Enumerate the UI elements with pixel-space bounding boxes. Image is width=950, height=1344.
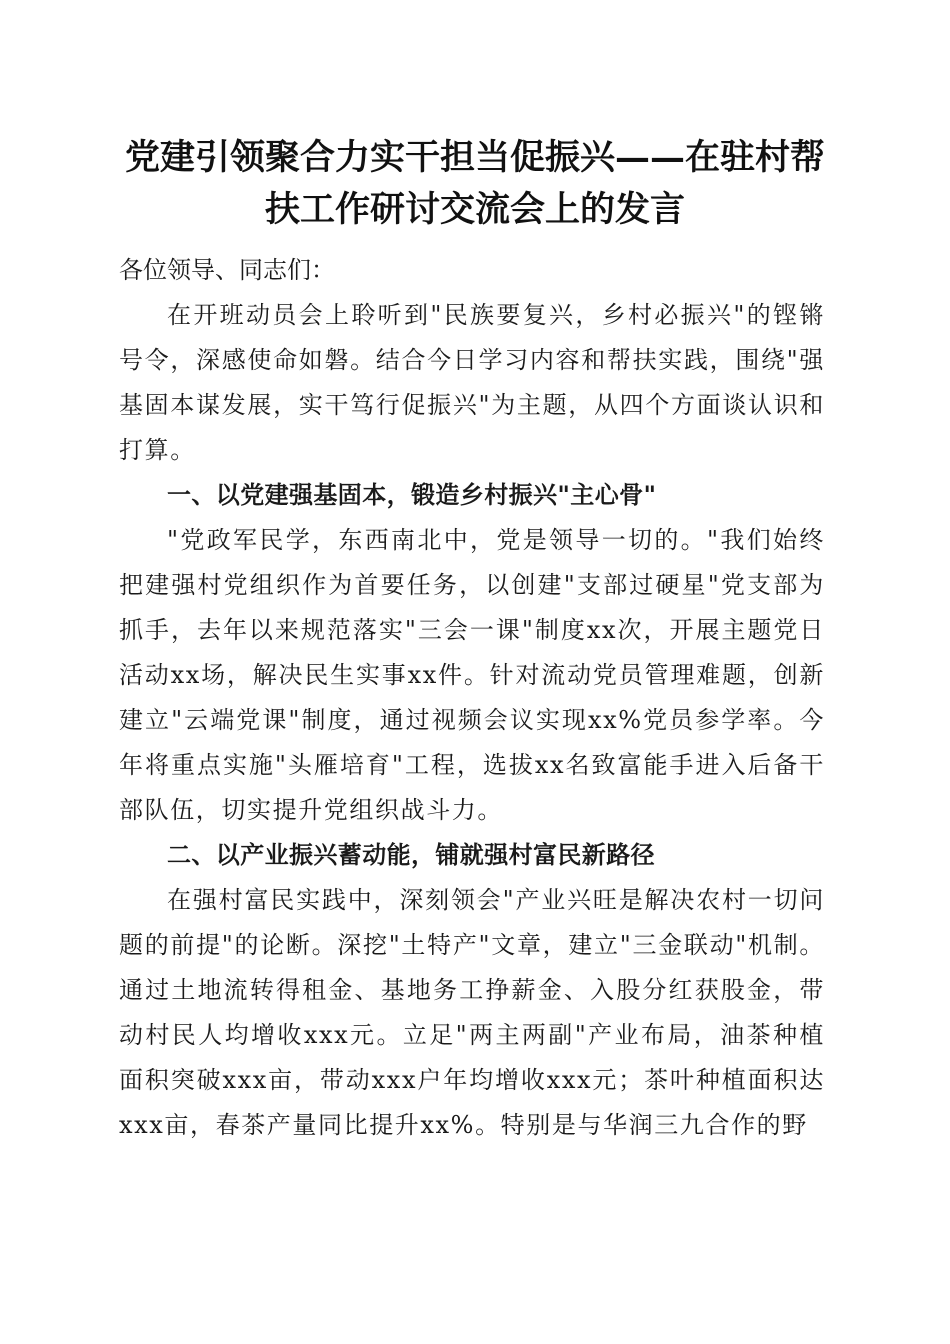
greeting: 各位领导、同志们：	[119, 256, 335, 284]
section-2-paragraph: 在强村富民实践中，深刻领会"产业兴旺是解决农村一切问题的前提"的论断。深挖"土特产"文章，建立"三金联动"机制。通过土地流转得租金、基地务工挣薪金、入股分红获股金，带动村民人均增收xxx元。立足"两主两副"产业布局，油茶种植面积突破xxx亩，带动xxx户年均增收xxx元；茶叶种植面积达xxx亩，春茶产量同比提升xx%。特别是与华润三九合作的野	[119, 886, 825, 1139]
section-1-heading: 一、以党建强基固本，锻造乡村振兴"主心骨"	[167, 481, 657, 509]
document-body	[119, 248, 825, 1148]
title-line-1: 党建引领聚合力实干担当促振兴——在驻村帮	[124, 137, 825, 178]
title-line-2: 扶工作研讨交流会上的发言	[264, 189, 685, 230]
section-1-paragraph: "党政军民学，东西南北中，党是领导一切的。"我们始终把建强村党组织作为首要任务，以创建"支部过硬星"党支部为抓手，去年以来规范落实"三会一课"制度xx次，开展主题党日活动xx场，解决民生实事xx件。针对流动党员管理难题，创新建立"云端党课"制度，通过视频会议实现xx%党员参学率。今年将重点实施"头雁培育"工程，选拔xx名致富能手进入后备干部队伍，切实提升党组织战斗力。	[119, 526, 825, 824]
intro-paragraph: 在开班动员会上聆听到"民族要复兴，乡村必振兴"的铿锵号令，深感使命如磐。结合今日学习内容和帮扶实践，围绕"强基固本谋发展，实干笃行促振兴"为主题，从四个方面谈认识和打算。	[119, 301, 825, 464]
document-title	[110, 132, 840, 236]
section-2-heading: 二、以产业振兴蓄动能，铺就强村富民新路径	[167, 841, 655, 869]
